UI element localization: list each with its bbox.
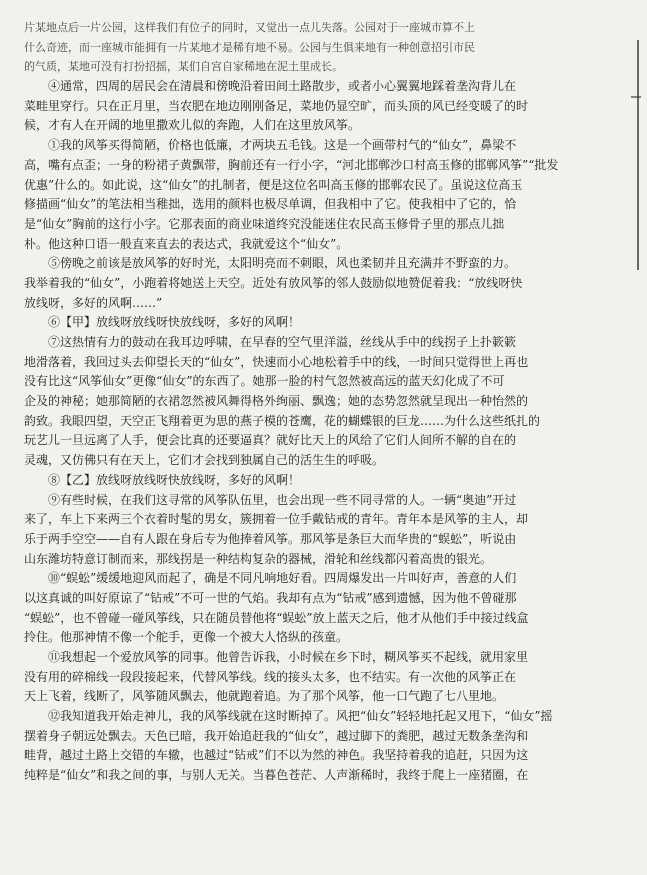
- text-line: 高，嘴有点歪；一身的粉裙子黄飘带，胸前还有一行小字，“河北邯郸沙口村高玉修的邯郸风筝”“批发: [24, 157, 559, 172]
- text-line: ⑫我知道我开始走神儿，我的风筝线就在这时断掉了。风把“仙女”轻轻地托起又甩下，“仙女”摇: [48, 709, 553, 724]
- text-line: 朴。他这种口语一般直来直去的表达式，我就爱这个“仙女”。: [24, 236, 349, 251]
- text-line: 企及的神秘；她那简陋的衣裙忽然被风舞得格外绚丽、飘逸；她的态势忽然就呈现出一种怡然的: [24, 394, 529, 409]
- text-line: 地滑落着，我回过头去仰望长天的“仙女”，快速而小心地松着手中的线，一时间只觉得世上再也: [24, 354, 529, 369]
- text-line: 候，才有人在开阔的地里撒欢儿似的奔跑，人们在这里放风筝。: [24, 118, 361, 133]
- text-line: 片某地点后一片公园，这样我们有位子的同时，又觉出一点儿失落。公园对于一座城市算不上: [24, 21, 475, 34]
- text-line: 放线呀，多好的风啊……”: [24, 295, 163, 310]
- text-line: 玩艺儿一旦远离了人手，便会比真的还要逼真？就好比天上的风给了它们人间所不解的自在的: [24, 433, 517, 448]
- text-line: 拎住。他那神情不像一个舵手，更像一个被大人恪纵的孩童。: [24, 630, 349, 645]
- page-edge-tick: [631, 96, 641, 98]
- text-line: 没有比这“风筝仙女”更像“仙女”的东西了。她那一脸的村气忽然被高远的蓝天幻化成了不可: [24, 374, 505, 389]
- paragraph: [24, 648, 614, 707]
- text-line: 是“仙女”胸前的这行小字。它那表面的商业味道终究没能迷住农民高玉修骨子里的那点儿拙: [24, 216, 505, 231]
- text-line: ⑧【乙】放线呀放线呀快放线呀，多好的风啊！: [48, 472, 301, 487]
- text-line: ⑪我想起一个爱放风筝的同事。他曾告诉我，小时候在乡下时，糊风筝买不起线，就用家里: [48, 650, 529, 664]
- text-line: 菜畦里穿行。只在正月里，当农肥在地边刚刚备足，菜地仍显空旷，而头顶的风已经变暖了的时: [24, 98, 529, 113]
- text-line: 没有用的碎棉线一段段接起来，代替风筝线。线的接头太多，也不结实。有一次他的风筝正在: [24, 669, 517, 684]
- text-line: 灵魂，又仿佛只有在天上，它们才会找到独属自己的活生生的呼吸。: [24, 453, 385, 468]
- paragraph: [24, 333, 614, 471]
- text-line: ⑥【甲】放线呀放线呀快放线呀，多好的风啊！: [48, 315, 301, 330]
- text-line: 修描画“仙女”的笔法相当稚拙，选用的颜料也极尽单调，但我相中了它。使我相中了它的，恰: [24, 197, 517, 212]
- text-line: ⑩“蜈蚣”缓缓地迎风而起了，确是不同凡响地好看。四周爆发出一片叫好声，善意的人们: [48, 571, 517, 586]
- text-line: 来了，车上下来两三个衣着时髦的男女，簇拥着一位手戴钻戒的青年。青年本是风筝的主人，却: [24, 512, 529, 527]
- text-line: 的气质，某地可没有打扮招摇，某们自宫自家稀地在泥土里成长。: [24, 60, 343, 74]
- text-line: 什么奇迹，而一座城市能拥有一片某地才是稀有地不易。公园与生俱来地有一种创意招引市民: [24, 40, 475, 54]
- text-line: ⑤傍晚之前该是放风筝的好时光，太阳明亮而不刺眼，风也柔韧并且充满并不野蛮的力。: [48, 256, 517, 271]
- text-line: 我举着我的“仙女”，小跑着将她送上天空。近处有放风筝的邻人鼓励似地赞促着我：“放线呀快: [24, 275, 523, 290]
- text-line: 乐于两手空空——自有人跟在身后专为他捧着风筝。那风筝是条巨大而华贵的“蜈蚣”，听说由: [24, 531, 517, 546]
- paragraph: [24, 569, 614, 648]
- page-edge-line: [637, 40, 639, 270]
- document-page: [24, 18, 614, 786]
- text-line: 天上飞着，线断了，风筝随风飘去，他就跑着追。为了那个风筝，他一口气跑了七八里地。: [24, 689, 505, 704]
- text-line: 山东潍坊特意订制而来，那线拐是一种结构复杂的器械，滑轮和丝线都闪着高贵的银光。: [24, 551, 493, 566]
- paragraph: [24, 313, 614, 333]
- text-line: ⑦这热情有力的鼓动在我耳边呼啸，在早春的空气里洋溢，丝线从手中的线拐子上扑簌簌: [48, 335, 517, 349]
- text-line: 摆着身子朝远处飘去。天色已暗，我开始追赶我的“仙女”，越过脚下的粪肥，越过无数条垄沟和: [24, 728, 529, 743]
- text-line: 优惠”什么的。如此说，这“仙女”的扎制者，便是这位名叫高玉修的邯郸农民了。虽说这位高玉: [24, 177, 523, 192]
- paragraph: [24, 471, 614, 491]
- text-line: ①我的风筝买得简陋，价格也低廉，才两块五毛钱。这是一个画带村气的“仙女”，鼻梁不: [48, 138, 517, 153]
- text-line: 纯粹是“仙女”和我之间的事，与别人无关。当暮色苍茫、人声渐稀时，我终于爬上一座猪圈，在: [24, 768, 529, 783]
- text-line: 以这真诚的叫好原谅了“钻戒”不可一世的气焰。我却有点为“钻戒”感到遗憾，因为他不曾碰那: [24, 590, 517, 605]
- paragraph: [24, 136, 614, 254]
- paragraph: [24, 491, 614, 570]
- paragraph: [24, 254, 614, 313]
- text-line: 畦背，越过土路上交错的车辙，也越过“钻戒”们不以为然的神色。我坚持着我的追赶，只因为这: [24, 748, 529, 763]
- text-line: “蜈蚣”，也不曾碰一碰风筝线，只在随员替他将“蜈蚣”放上蓝天之后，他才从他们手中接过线盒: [24, 610, 529, 625]
- paragraph: [24, 77, 614, 136]
- text-line: ④通常，四周的居民会在清晨和傍晚沿着田间土路散步，或者小心翼翼地踩着垄沟背儿在: [48, 79, 517, 94]
- text-line: 韵致。我眼四望，天空正飞翔着更为思的燕子模的苍鹰，花的蝴蝶银的巨龙……为什么这些纸扎的: [24, 413, 541, 428]
- text-line: ⑨有些时候，在我们这寻常的风筝队伍里，也会出现一些不同寻常的人。一辆“奥迪”开过: [48, 492, 517, 507]
- paragraph: [24, 18, 614, 77]
- paragraph: [24, 707, 614, 786]
